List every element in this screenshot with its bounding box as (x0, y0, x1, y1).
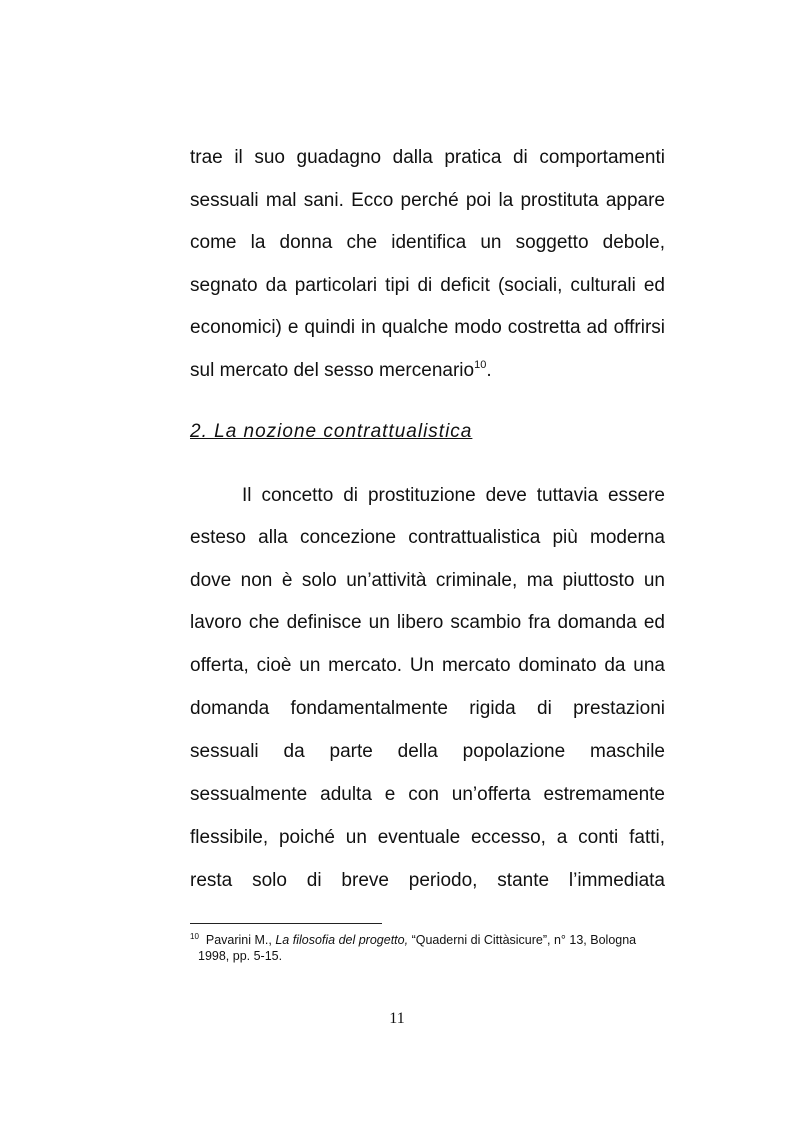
body-line: sessualmente adulta e con un’offerta estremamente (190, 784, 665, 805)
body-line: segnato da particolari tipi di deficit (sociali, culturali ed (190, 275, 665, 296)
footnote-line (190, 932, 665, 948)
body-line: sessuali da parte della popolazione maschile (190, 741, 665, 762)
body-line: resta solo di breve periodo, stante l’immediata (190, 870, 665, 891)
body-line: offerta, cioè un mercato. Un mercato dominato da una (190, 655, 665, 676)
body-line: come la donna che identifica un soggetto debole, (190, 232, 665, 253)
footnote-title: La filosofia del progetto, (275, 933, 409, 947)
body-line: sessuali mal sani. Ecco perché poi la prostituta appare (190, 190, 665, 211)
sentence-end: . (486, 360, 492, 381)
body-line-text: sul mercato del sesso mercenario (190, 360, 475, 381)
section-heading: 2. La nozione contrattualistica (190, 421, 473, 442)
footnote-reference: 10 (474, 359, 487, 371)
footnote-author: Pavarini M., (205, 933, 272, 947)
footnote-separator (190, 923, 382, 924)
body-line-indented: Il concetto di prostituzione deve tuttavia essere (242, 485, 665, 506)
body-line: domanda fondamentalmente rigida di prestazioni (190, 698, 665, 719)
footnote-source: “Quaderni di Cittàsicure”, n° 13, Bologna (411, 933, 637, 947)
body-line: economici) e quindi in qualche modo costretta ad offrirsi (190, 317, 665, 338)
footnote-line-2: 1998, pp. 5-15. (198, 949, 283, 963)
body-line: flessibile, poiché un eventuale eccesso, a conti fatti, (190, 827, 665, 848)
body-line: esteso alla concezione contrattualistica più moderna (190, 527, 665, 548)
footnote-number: 10 (190, 932, 199, 941)
body-line: lavoro che definisce un libero scambio fra domanda ed (190, 612, 665, 633)
body-line-last (190, 359, 665, 383)
page-number: 11 (389, 1010, 405, 1027)
body-line: trae il suo guadagno dalla pratica di comportamenti (190, 147, 665, 168)
body-line: dove non è solo un’attività criminale, ma piuttosto un (190, 570, 665, 591)
